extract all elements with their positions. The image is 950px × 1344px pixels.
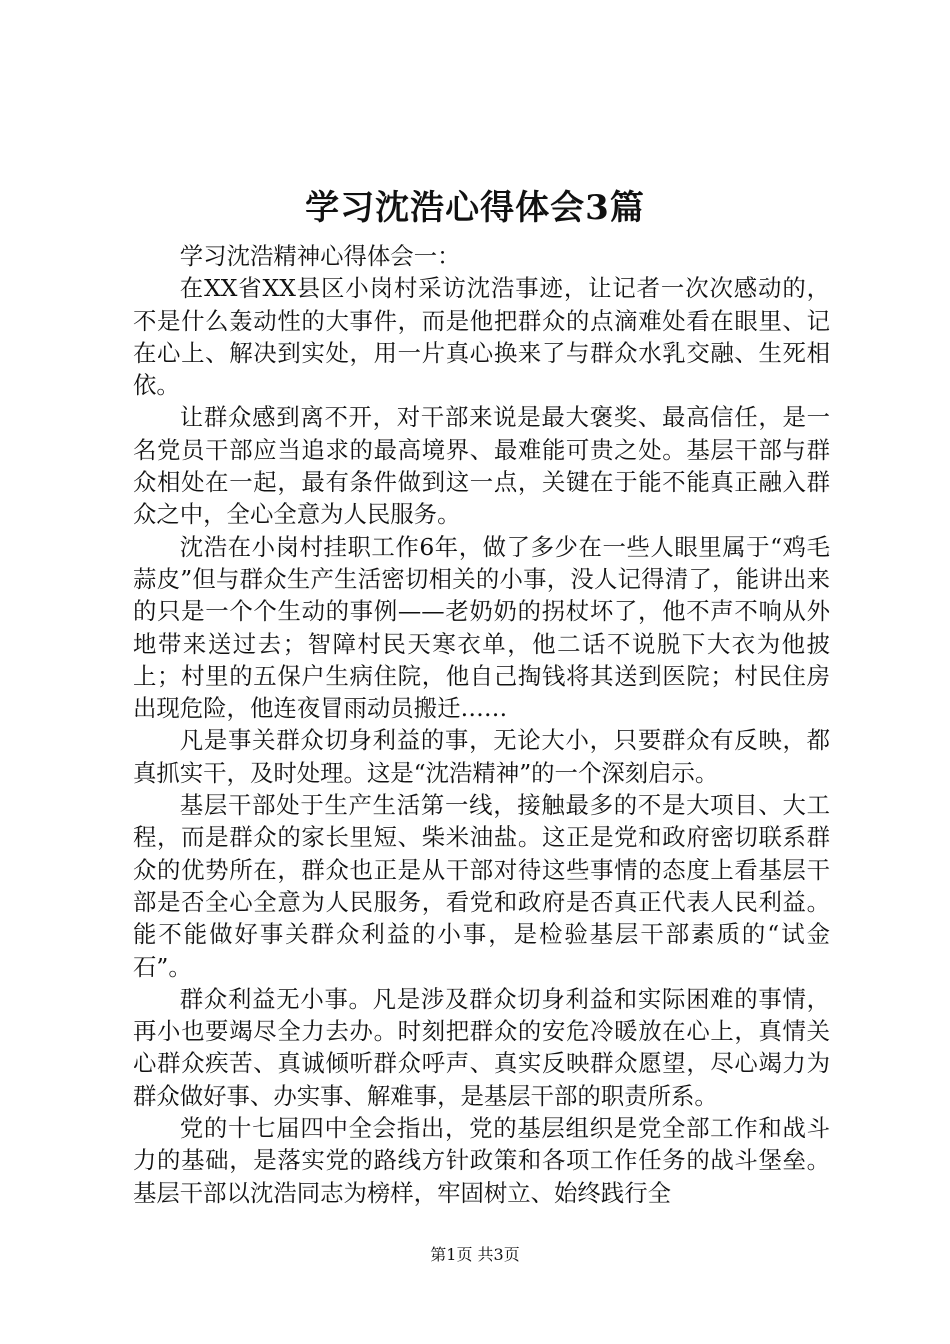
paragraph: 党的十七届四中全会指出，党的基层组织是党全部工作和战斗力的基础，是落实党的路线方针政策和各项工作任务的战斗堡垒。基层干部以沈浩同志为榜样，牢固树立、始终践行全 bbox=[133, 1114, 830, 1207]
paragraph: 让群众感到离不开，对干部来说是最大褒奖、最高信任，是一名党员干部应当追求的最高境界、最难能可贵之处。基层干部与群众相处在一起，最有条件做到这一点，关键在于能不能真正融入群众之中，全心全意为人民服务。 bbox=[133, 403, 830, 529]
paragraph-heading: 学习沈浩精神心得体会一： bbox=[179, 242, 461, 270]
page-footer: 第1页 共3页 bbox=[430, 1245, 520, 1264]
paragraph: 基层干部处于生产生活第一线，接触最多的不是大项目、大工程，而是群众的家长里短、柴米油盐。这正是党和政府密切联系群众的优势所在，群众也正是从干部对待这些事情的态度上看基层干部是否全心全意为人民服务，看党和政府是否真正代表人民利益。能不能做好事关群众利益的小事，是检验基层干部素质的“试金石”。 bbox=[133, 791, 830, 981]
paragraph: 在XX省XX县区小岗村采访沈浩事迹，让记者一次次感动的，不是什么轰动性的大事件，而是他把群众的点滴难处看在眼里、记在心上、解决到实处，用一片真心换来了与群众水乳交融、生死相依。 bbox=[133, 274, 830, 400]
document-body bbox=[133, 240, 830, 1209]
document-title: 学习沈浩心得体会3篇 bbox=[305, 188, 645, 228]
paragraph: 群众利益无小事。凡是涉及群众切身利益和实际困难的事情，再小也要竭尽全力去办。时刻把群众的安危冷暖放在心上，真情关心群众疾苦、真诚倾听群众呼声、真实反映群众愿望，尽心竭力为群众做好事、办实事、解难事，是基层干部的职责所系。 bbox=[133, 984, 830, 1110]
paragraph: 凡是事关群众切身利益的事，无论大小，只要群众有反映，都真抓实干，及时处理。这是“沈浩精神”的一个深刻启示。 bbox=[133, 726, 830, 787]
paragraph: 沈浩在小岗村挂职工作6年，做了多少在一些人眼里属于“鸡毛蒜皮”但与群众生产生活密切相关的小事，没人记得清了，能讲出来的只是一个个生动的事例——老奶奶的拐杖坏了，他不声不响从外地带来送过去；智障村民天寒衣单，他二话不说脱下大衣为他披上；村里的五保户生病住院，他自己掏钱将其送到医院；村民住房出现危险，他连夜冒雨动员搬迁…… bbox=[133, 532, 830, 723]
